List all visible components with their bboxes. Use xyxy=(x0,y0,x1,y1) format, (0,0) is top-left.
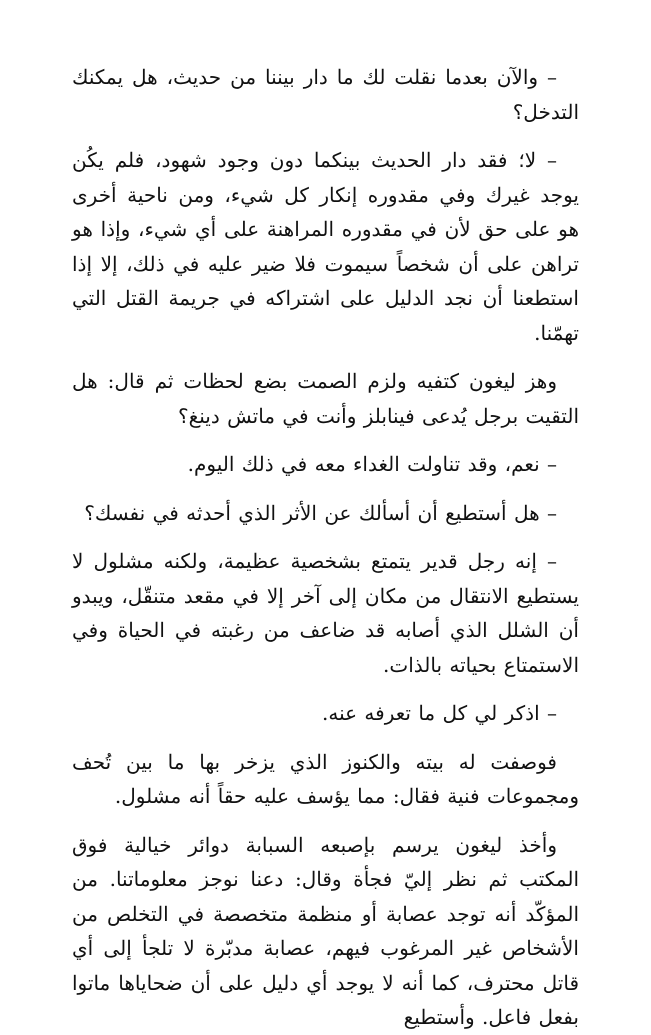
dialogue-paragraph-1: – والآن بعدما نقلت لك ما دار بيننا من حديث، هل يمكنك التدخل؟ xyxy=(72,65,579,124)
narrative-paragraph-3: وهز ليغون كتفيه ولزم الصمت بضع لحظات ثم قال: هل التقيت برجل يُدعى فينابلز وأنت في ماتش دينغ؟ xyxy=(72,369,579,428)
dialogue-paragraph-6: – إنه رجل قدير يتمتع بشخصية عظيمة، ولكنه مشلول لا يستطيع الانتقال من مكان إلى آخر إلا في مقعد متنقّل، ويبدو أن الشلل الذي أصابه قد ضاعف من رغبته في الحياة وفي الاستمتاع بحياته بالذات. xyxy=(72,549,579,677)
dialogue-paragraph-5: – هل أستطيع أن أسألك عن الأثر الذي أحدثه في نفسك؟ xyxy=(84,500,557,525)
dialogue-paragraph-7: – اذكر لي كل ما تعرفه عنه. xyxy=(322,701,557,725)
narrative-paragraph-8: فوصفت له بيته والكنوز الذي يزخر بها ما بين تُحف ومجموعات فنية فقال: مما يؤسف عليه حقاً أنه مشلول. xyxy=(72,749,579,808)
dialogue-paragraph-2: – لا؛ فقد دار الحديث بينكما دون وجود شهود، فلم يكُن يوجد غيرك وفي مقدوره إنكار كل شيء، ومن ناحية أخرى هو على حق لأن في مقدوره المراهنة على أي شيء، وإذا هو تراهن على أن شخصاً سيموت فلا ضير عليه في ذلك، إلا إذا استطعنا أن نجد الدليل على اشتراكه في جريمة القتل التي تهمّنا. xyxy=(72,148,579,345)
dialogue-paragraph-4: – نعم، وقد تناولت الغداء معه في ذلك اليوم. xyxy=(187,452,557,476)
narrative-paragraph-9: وأخذ ليغون يرسم بإصبعه السبابة دوائر خيالية فوق المكتب ثم نظر إليّ فجأة وقال: دعنا نوجز معلوماتنا. من المؤكّد أنه توجد عصابة أو منظمة متخصصة في التخلص من الأشخاص غير المرغوب فيهم، عصابة مدبّرة لا تلجأ إلى أي قاتل محترف، كما أنه لا يوجد أي دليل على أن ضحاياها ماتوا بفعل فاعل. وأستطيع xyxy=(72,832,579,1029)
